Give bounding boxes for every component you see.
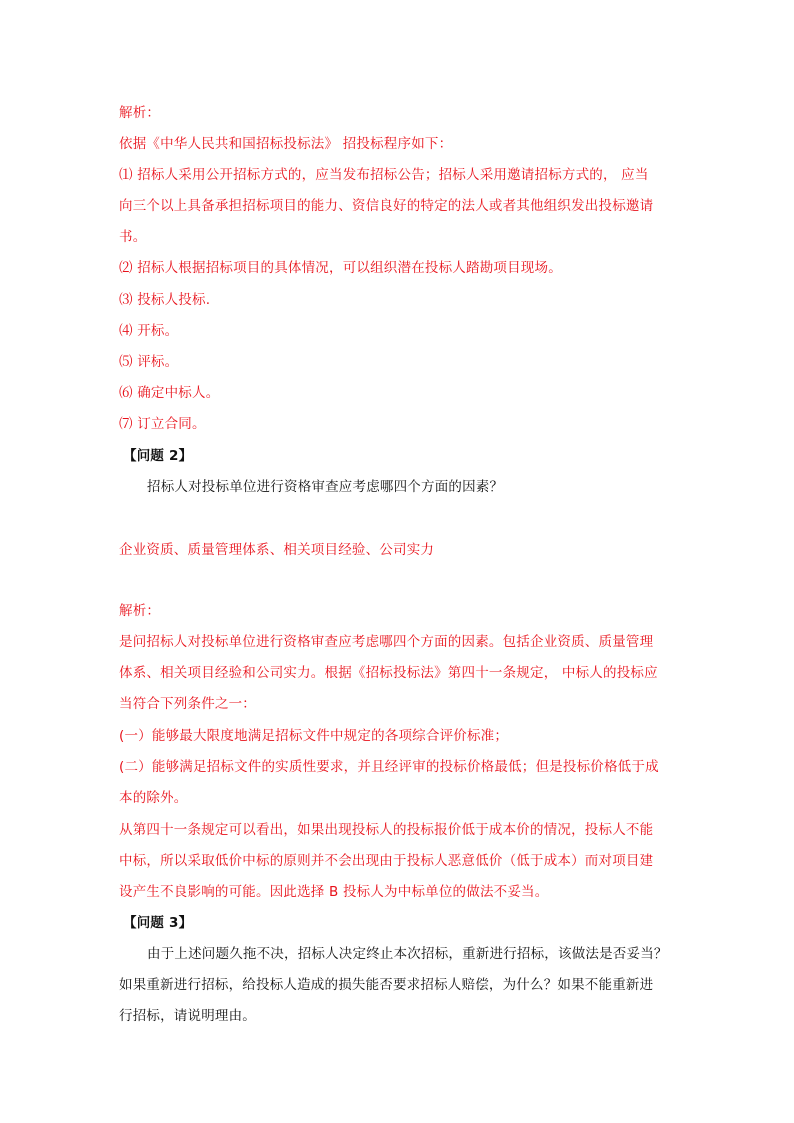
step-2: ⑵ 招标人根据招标项目的具体情况，可以组织潜在投标人踏勘项目现场。 (119, 260, 562, 276)
question-3-line-3: 行招标，请说明理由。 (119, 1008, 256, 1024)
analysis-2-label: 解析： (119, 603, 161, 619)
step-3: ⑶ 投标人投标. (119, 292, 211, 308)
step-7: ⑺ 订立合同。 (119, 416, 206, 432)
conclusion-line-1: 从第四十一条规定可以看出，如果出现投标人的投标报价低于成本价的情况，投标人不能 (119, 822, 654, 838)
condition-2-line-2: 本的除外。 (119, 790, 188, 806)
question-3-heading: 【问题 3】 (123, 915, 193, 931)
step-4: ⑷ 开标。 (119, 323, 179, 339)
step-1-line-3: 书。 (119, 229, 147, 245)
conclusion-line-2: 中标，所以采取低价中标的原则并不会出现由于投标人恶意低价（低于成本）而对项目建 (119, 853, 654, 869)
step-1-line-1: ⑴ 招标人采用公开招标方式的，应当发布招标公告；招标人采用邀请招标方式的， 应当 (119, 167, 649, 183)
analysis-intro: 依据《中华人民共和国招标投标法》 招投标程序如下： (119, 136, 453, 152)
condition-1: (一）能够最大限度地满足招标文件中规定的各项综合评价标准； (119, 728, 509, 744)
step-5: ⑸ 评标。 (119, 354, 179, 370)
analysis-2-line-1: 是问招标人对投标单位进行资格审查应考虑哪四个方面的因素。包括企业资质、质量管理 (119, 634, 654, 650)
analysis-2-line-2: 体系、相关项目经验和公司实力。根据《招标投标法》第四十一条规定， 中标人的投标应 (119, 665, 658, 681)
condition-2-line-1: (二）能够满足招标文件的实质性要求，并且经评审的投标价格最低；但是投标价格低于成 (119, 759, 659, 775)
question-3-line-1: 由于上述问题久拖不决，招标人决定终止本次招标，重新进行招标，该做法是否妥当？ (147, 946, 668, 962)
question-2-heading: 【问题 2】 (123, 448, 193, 464)
question-3-line-2: 如果重新进行招标，给投标人造成的损失能否要求招标人赔偿，为什么？如果不能重新进 (119, 977, 654, 993)
question-2-text: 招标人对投标单位进行资格审查应考虑哪四个方面的因素？ (147, 479, 504, 495)
analysis-2-line-3: 当符合下列条件之一： (119, 696, 256, 712)
question-2-answer: 企业资质、质量管理体系、相关项目经验、公司实力 (119, 542, 435, 558)
step-6: ⑹ 确定中标人。 (119, 385, 220, 401)
conclusion-line-3: 设产生不良影响的可能。因此选择 B 投标人为中标单位的做法不妥当。 (119, 884, 549, 900)
analysis-label: 解析： (119, 105, 161, 121)
step-1-line-2: 向三个以上具备承担招标项目的能力、资信良好的特定的法人或者其他组织发出投标邀请 (119, 198, 654, 214)
